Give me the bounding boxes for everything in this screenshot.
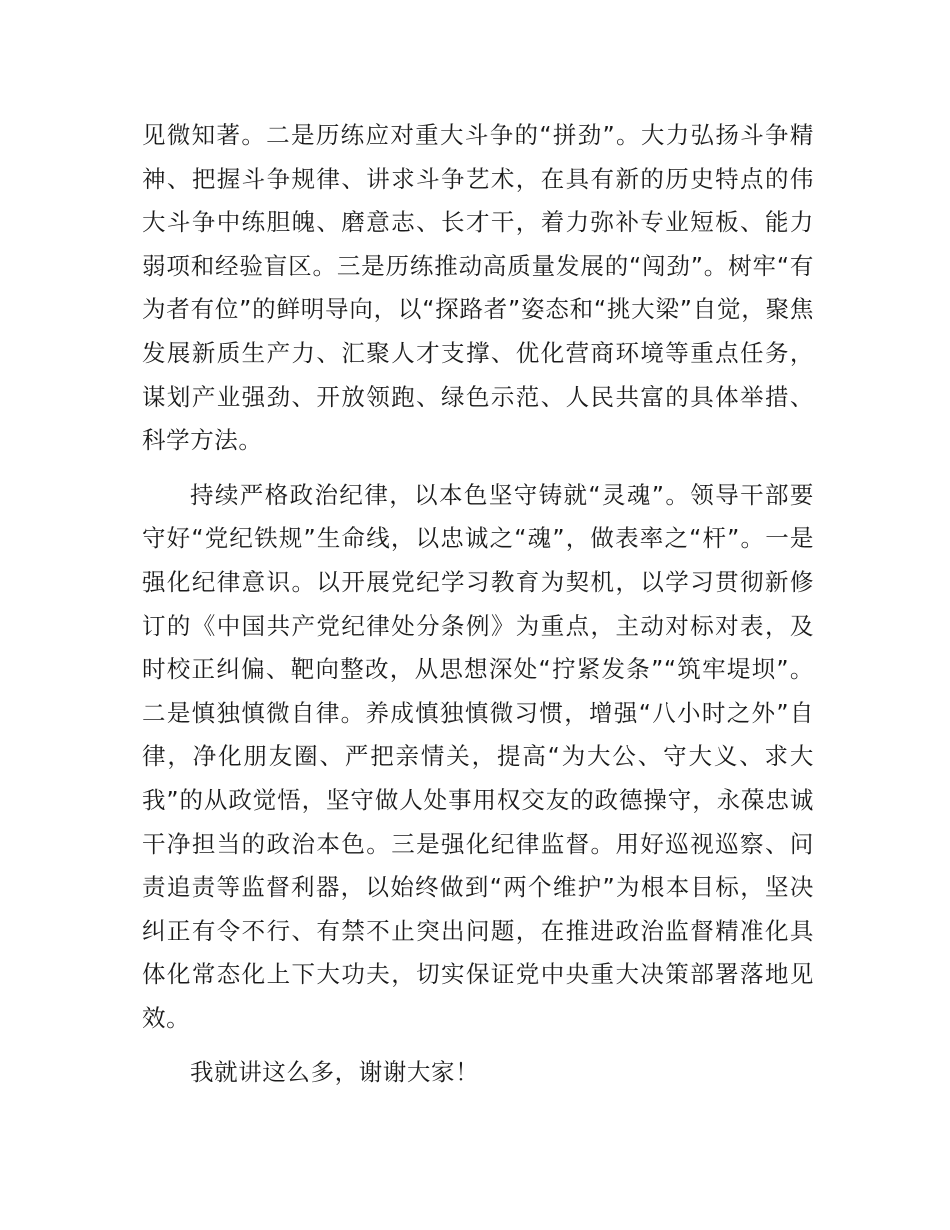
paragraph-closing: 我就讲这么多，谢谢大家！	[190, 1058, 480, 1087]
paragraph-continuation: 见微知著。二是历练应对重大斗争的“拼劲”。大力弘扬斗争精神、把握斗争规律、讲求斗争艺术，在具有新的历史特点的伟大斗争中练胆魄、磨意志、长才干，着力弥补专业短板、能力弱项和经验盲区。三是历练推动高质量发展的“闯劲”。树牢“有为者有位”的鲜明导向，以“探路者”姿态和“挑大梁”自觉，聚焦发展新质生产力、汇聚人才支撑、优化营商环境等重点任务，谋划产业强劲、开放领跑、绿色示范、人民共富的具体举措、科学方法。	[142, 121, 814, 455]
paragraph-political-discipline: 持续严格政治纪律，以本色坚守铸就“灵魂”。领导干部要守好“党纪铁规”生命线，以忠诚之“魂”，做表率之“杆”。一是强化纪律意识。以开展党纪学习教育为契机，以学习贯彻新修订的《中国共产党纪律处分条例》为重点，主动对标对表，及时校正纠偏、靶向整改，从思想深处“拧紧发条”“筑牢堤坝”。二是慎独慎微自律。养成慎独慎微习惯，增强“八小时之外”自律，净化朋友圈、严把亲情关，提高“为大公、守大义、求大我”的从政觉悟，坚守做人处事用权交友的政德操守，永葆忠诚干净担当的政治本色。三是强化纪律监督。用好巡视巡察、问责追责等监督利器，以始终做到“两个维护”为根本目标，坚决纠正有令不行、有禁不止突出问题，在推进政治监督精准化具体化常态化上下大功夫，切实保证党中央重大决策部署落地见效。	[142, 480, 814, 1032]
document-body	[142, 114, 814, 1106]
